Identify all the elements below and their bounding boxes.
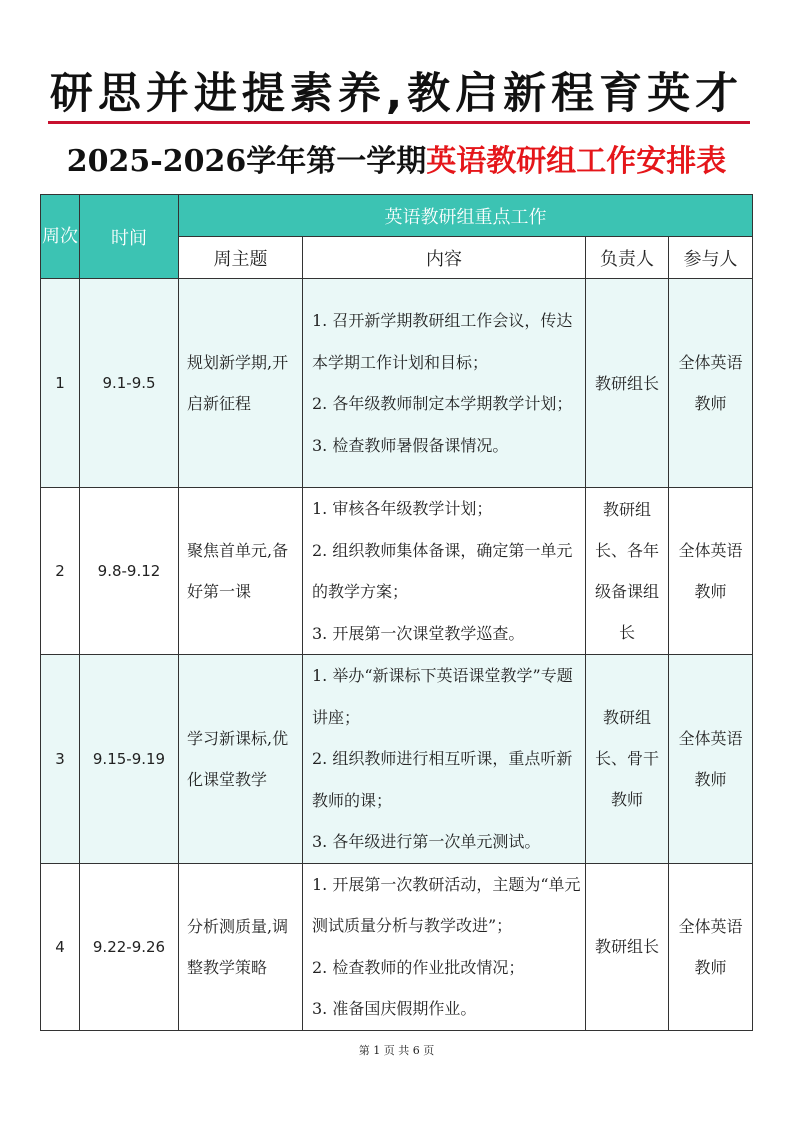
header-week <box>41 195 80 279</box>
row-time: 9.22-9.26 <box>80 863 179 1030</box>
row-owner: 教研组长 <box>586 863 669 1030</box>
content-item: 2. 组织教师集体备课，确定第一单元的教学方案； <box>312 540 573 601</box>
page-footer: 第 1 页 共 6 页 <box>358 1044 435 1057</box>
row-content <box>303 279 586 488</box>
row-week: 2 <box>41 488 80 655</box>
content-item: 1. 开展第一次教研活动，主题为“单元测试质量分析与教学改进”； <box>312 874 581 935</box>
row-theme: 分析测质量,调整教学策略 <box>179 863 303 1030</box>
header-content: 内容 <box>303 237 586 279</box>
page-title <box>0 140 793 184</box>
row-theme: 规划新学期,开启新征程 <box>179 279 303 488</box>
title-highlight: 英语教研组工作安排表 <box>426 144 727 179</box>
schedule-table <box>40 194 753 1031</box>
row-time: 9.1-9.5 <box>80 279 179 488</box>
row-owner: 教研组长、骨干教师 <box>586 655 669 864</box>
row-week: 4 <box>41 863 80 1030</box>
content-item: 2. 检查教师的作业批改情况； <box>312 957 525 977</box>
header-time: 时间 <box>80 195 179 279</box>
row-week: 3 <box>41 655 80 864</box>
row-content <box>303 655 586 864</box>
red-divider-line <box>48 121 750 124</box>
content-item: 3. 准备国庆假期作业。 <box>312 999 477 1018</box>
slogan-heading: 研思并进提素养,教启新程育英才 <box>49 69 744 119</box>
row-content <box>303 488 586 655</box>
header-theme: 周主题 <box>179 237 303 279</box>
row-participants: 全体英语教师 <box>669 863 753 1030</box>
content-item: 1. 审核各年级教学计划； <box>312 499 493 518</box>
title-prefix: 2025-2026学年第一学期 <box>66 144 427 179</box>
row-theme: 聚焦首单元,备好第一课 <box>179 488 303 655</box>
row-participants: 全体英语教师 <box>669 488 753 655</box>
content-item: 2. 组织教师进行相互听课，重点听新教师的课； <box>312 749 573 810</box>
row-time: 9.15-9.19 <box>80 655 179 864</box>
content-item: 1. 召开新学期教研组工作会议，传达本学期工作计划和目标； <box>312 311 573 372</box>
row-owner: 教研组长 <box>586 279 669 488</box>
table-row <box>41 488 753 655</box>
content-item: 3. 检查教师暑假备课情况。 <box>312 435 509 455</box>
table-row <box>41 279 753 488</box>
row-participants: 全体英语教师 <box>669 279 753 488</box>
row-theme: 学习新课标,优化课堂教学 <box>179 655 303 864</box>
table-row <box>41 655 753 864</box>
row-owner: 教研组长、各年级备课组长 <box>586 488 669 655</box>
content-item: 3. 各年级进行第一次单元测试。 <box>312 832 541 851</box>
row-time: 9.8-9.12 <box>80 488 179 655</box>
content-item: 1. 举办“新课标下英语课堂教学”专题讲座； <box>312 666 573 727</box>
row-week: 1 <box>41 279 80 488</box>
header-week-label: 周次 <box>42 225 78 247</box>
content-item: 2. 各年级教师制定本学期教学计划； <box>312 394 573 413</box>
table-row <box>41 863 753 1030</box>
header-owner: 负责人 <box>586 237 669 279</box>
row-participants: 全体英语教师 <box>669 655 753 864</box>
header-participants: 参与人 <box>669 237 753 279</box>
row-content <box>303 863 586 1030</box>
header-group: 英语教研组重点工作 <box>179 195 753 237</box>
content-item: 3. 开展第一次课堂教学巡查。 <box>312 623 525 643</box>
